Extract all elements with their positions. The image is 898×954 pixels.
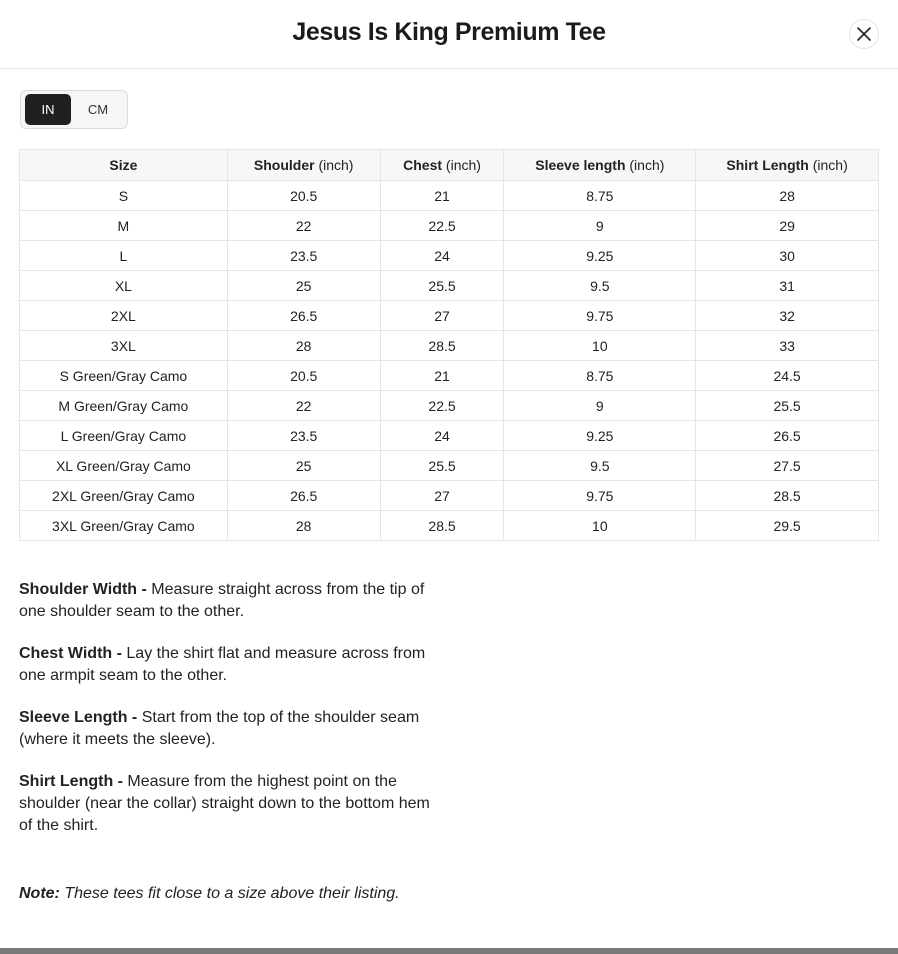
table-cell: 9 <box>504 211 696 241</box>
table-cell: 30 <box>696 241 879 271</box>
table-cell: 22 <box>227 211 380 241</box>
table-cell: 28 <box>227 331 380 361</box>
fit-note <box>19 883 400 905</box>
table-cell: 20.5 <box>227 361 380 391</box>
table-cell: 26.5 <box>696 421 879 451</box>
table-cell: 22.5 <box>380 211 504 241</box>
table-cell: 23.5 <box>227 241 380 271</box>
table-cell: 9.75 <box>504 301 696 331</box>
table-cell: 2XL <box>20 301 228 331</box>
table-cell: S Green/Gray Camo <box>20 361 228 391</box>
modal-title: Jesus Is King Premium Tee <box>292 18 606 46</box>
modal-header <box>0 0 898 69</box>
table-cell: 25 <box>227 271 380 301</box>
column-header-name: Shoulder <box>253 157 315 173</box>
table-cell: 23.5 <box>227 421 380 451</box>
table-cell: 27.5 <box>696 451 879 481</box>
measurement-term: Sleeve Length - <box>19 709 138 726</box>
measurement-description <box>19 643 439 687</box>
table-cell: 28 <box>696 181 879 211</box>
column-header-name: Chest <box>403 157 443 173</box>
table-cell: 24 <box>380 241 504 271</box>
column-header-name: Sleeve length <box>535 157 626 173</box>
table-cell: 21 <box>380 181 504 211</box>
table-row <box>20 181 879 211</box>
table-cell: 8.75 <box>504 181 696 211</box>
table-cell: 26.5 <box>227 481 380 511</box>
table-cell: L Green/Gray Camo <box>20 421 228 451</box>
background-page-strip <box>0 948 898 954</box>
table-cell: 24 <box>380 421 504 451</box>
table-row <box>20 271 879 301</box>
table-row <box>20 331 879 361</box>
table-cell: 27 <box>380 301 504 331</box>
column-header <box>696 150 879 181</box>
table-cell: 3XL Green/Gray Camo <box>20 511 228 541</box>
close-button[interactable] <box>849 19 879 49</box>
column-header-name: Size <box>109 157 138 173</box>
table-cell: XL Green/Gray Camo <box>20 451 228 481</box>
table-cell: 9.5 <box>504 271 696 301</box>
table-cell: 9.25 <box>504 421 696 451</box>
table-cell: 21 <box>380 361 504 391</box>
table-cell: 31 <box>696 271 879 301</box>
table-cell: 29 <box>696 211 879 241</box>
table-row <box>20 481 879 511</box>
table-cell: 10 <box>504 331 696 361</box>
table-cell: 22.5 <box>380 391 504 421</box>
table-row <box>20 391 879 421</box>
measurement-term: Chest Width - <box>19 645 122 662</box>
column-header-unit: (inch) <box>808 157 848 173</box>
table-row <box>20 301 879 331</box>
table-cell: 9.75 <box>504 481 696 511</box>
table-cell: 25.5 <box>380 451 504 481</box>
table-cell: L <box>20 241 228 271</box>
table-cell: XL <box>20 271 228 301</box>
table-row <box>20 361 879 391</box>
column-header-name: Shirt Length <box>726 157 809 173</box>
measurement-text: Start from the top of the shoulder seam (where it meets the sleeve). <box>19 709 420 748</box>
table-cell: 9.25 <box>504 241 696 271</box>
unit-toggle <box>20 90 128 129</box>
table-row <box>20 241 879 271</box>
measurement-text: Measure from the highest point on the shoulder (near the collar) straight down to the bottom hem of the shirt. <box>19 773 430 834</box>
table-cell: 3XL <box>20 331 228 361</box>
table-cell: 25.5 <box>696 391 879 421</box>
table-cell: 29.5 <box>696 511 879 541</box>
column-header-unit: (inch) <box>314 157 354 173</box>
note-label: Note: <box>19 885 60 902</box>
unit-option-in[interactable]: IN <box>25 94 71 125</box>
measurement-description <box>19 771 439 837</box>
measurement-text: Lay the shirt flat and measure across from one armpit seam to the other. <box>19 645 426 684</box>
table-cell: 28.5 <box>380 511 504 541</box>
table-cell: 2XL Green/Gray Camo <box>20 481 228 511</box>
table-cell: 22 <box>227 391 380 421</box>
table-row <box>20 451 879 481</box>
table-cell: S <box>20 181 228 211</box>
table-cell: 28 <box>227 511 380 541</box>
table-cell: 32 <box>696 301 879 331</box>
note-text: These tees fit close to a size above their listing. <box>59 885 400 902</box>
column-header <box>227 150 380 181</box>
measurement-text: Measure straight across from the tip of one shoulder seam to the other. <box>19 581 425 620</box>
column-header-unit: (inch) <box>625 157 665 173</box>
column-header <box>380 150 504 181</box>
table-row <box>20 511 879 541</box>
table-cell: 9 <box>504 391 696 421</box>
measurement-term: Shoulder Width - <box>19 581 147 598</box>
table-cell: 9.5 <box>504 451 696 481</box>
table-body <box>20 181 879 541</box>
table-cell: 28.5 <box>380 331 504 361</box>
measurement-term: Shirt Length - <box>19 773 123 790</box>
size-table <box>19 149 879 541</box>
table-cell: 28.5 <box>696 481 879 511</box>
column-header-unit: (inch) <box>442 157 481 173</box>
table-cell: 24.5 <box>696 361 879 391</box>
table-cell: 20.5 <box>227 181 380 211</box>
unit-option-cm[interactable]: CM <box>87 102 109 117</box>
table-cell: 26.5 <box>227 301 380 331</box>
column-header <box>20 150 228 181</box>
table-row <box>20 421 879 451</box>
table-cell: 8.75 <box>504 361 696 391</box>
table-cell: 25 <box>227 451 380 481</box>
table-cell: 25.5 <box>380 271 504 301</box>
table-cell: 33 <box>696 331 879 361</box>
column-header <box>504 150 696 181</box>
table-cell: 10 <box>504 511 696 541</box>
table-cell: 27 <box>380 481 504 511</box>
table-cell: M <box>20 211 228 241</box>
table-row <box>20 211 879 241</box>
table-cell: M Green/Gray Camo <box>20 391 228 421</box>
close-icon <box>857 27 871 41</box>
table-header-row <box>20 150 879 181</box>
measurement-description <box>19 707 439 751</box>
measurement-description <box>19 579 439 623</box>
